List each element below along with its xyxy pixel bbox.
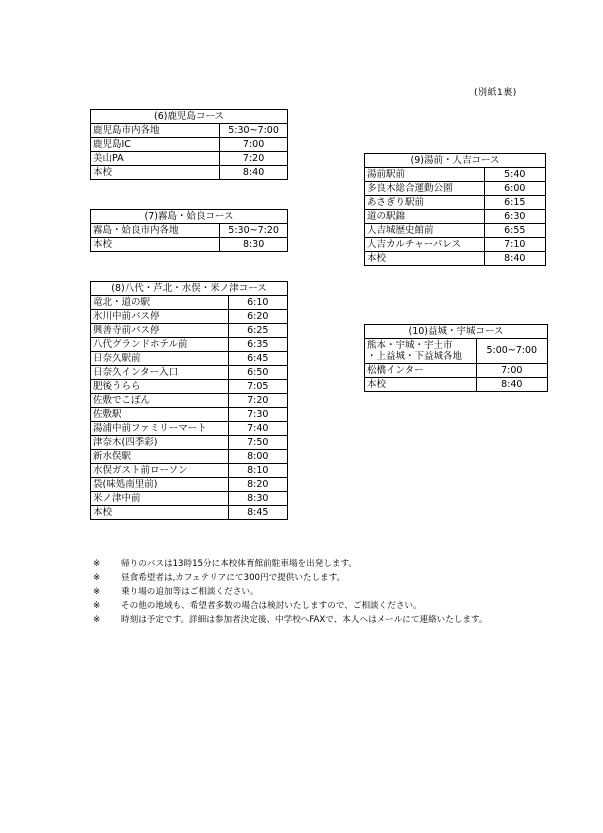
table-row [91, 492, 288, 506]
stop-time: 7:40 [228, 422, 287, 436]
note-text: 昼食希望者は,カフェテリアにて300円で提供いたします。 [121, 573, 346, 583]
stop-name-line1: 熊本・宇城・宇土市 [367, 340, 453, 351]
note-text: 乗り場の追加等はご相談ください。 [121, 587, 259, 597]
stop-name: 人吉城歴史館前 [365, 224, 485, 238]
table-row [365, 378, 548, 392]
stop-name: 竜北・道の駅 [91, 296, 229, 310]
stop-name: 松橋インター [365, 364, 477, 378]
stop-name: 本校 [365, 378, 477, 392]
table-row [91, 464, 288, 478]
stop-time: 6:35 [228, 338, 287, 352]
note-item [93, 557, 488, 571]
table-row [91, 394, 288, 408]
stop-time: 6:50 [228, 366, 287, 380]
table-row [91, 422, 288, 436]
note-item [93, 613, 488, 627]
stop-time: 7:20 [220, 152, 288, 166]
stop-time: 6:30 [484, 210, 545, 224]
table-row [91, 124, 288, 138]
note-text: 帰りのバスは13時15分に本校体育館前駐車場を出発します。 [121, 559, 358, 569]
table-row [91, 436, 288, 450]
table-row [91, 478, 288, 492]
stop-name: 湯浦中前ファミリーマート [91, 422, 229, 436]
table-row [91, 224, 288, 238]
course-title: (9)湯前・人吉コース [365, 154, 546, 168]
table-row [365, 339, 548, 364]
table-row [91, 408, 288, 422]
table-row [365, 168, 546, 182]
stop-time: 6:15 [484, 196, 545, 210]
note-text: 時刻は予定です。詳細は参加者決定後、中学校へFAXで、本人へはメールにて連絡いたします。 [121, 615, 488, 625]
table-row [365, 224, 546, 238]
table-row [365, 210, 546, 224]
stop-name: 多良木総合運動公園 [365, 182, 485, 196]
stop-time: 8:30 [228, 492, 287, 506]
stop-name: 日奈久駅前 [91, 352, 229, 366]
stop-name: 人吉カルチャーパレス [365, 238, 485, 252]
course-title: (6)鹿児島コース [91, 110, 288, 124]
course-table-kirishima [90, 209, 288, 252]
stop-name: 氷川中前バス停 [91, 310, 229, 324]
stop-name: 本校 [91, 238, 220, 252]
stop-time: 8:30 [220, 238, 288, 252]
stop-time: 8:00 [228, 450, 287, 464]
course-title: (8)八代・芦北・水俣・米ノ津コース [91, 282, 288, 296]
stop-time: 6:20 [228, 310, 287, 324]
note-mark: ※ [93, 573, 101, 583]
table-row [365, 364, 548, 378]
table-row [91, 296, 288, 310]
stop-name: 佐敷でこぽん [91, 394, 229, 408]
stop-time: 8:40 [220, 166, 288, 180]
stop-time: 7:00 [220, 138, 288, 152]
note-mark: ※ [93, 587, 101, 597]
course-table-yatsushiro [90, 281, 288, 520]
stop-name: 道の駅錦 [365, 210, 485, 224]
stop-name: 袋(味処南里前) [91, 478, 229, 492]
stop-name: 日奈久インター入口 [91, 366, 229, 380]
table-row [365, 182, 546, 196]
stop-time: 5:30~7:20 [220, 224, 288, 238]
stop-time: 5:00~7:00 [476, 339, 547, 364]
stop-time: 8:40 [476, 378, 547, 392]
stop-time: 6:55 [484, 224, 545, 238]
stop-name: 霧島・姶良市内各地 [91, 224, 220, 238]
stop-name: 本校 [91, 506, 229, 520]
notes [93, 557, 488, 627]
stop-name: 本校 [91, 166, 220, 180]
note-mark: ※ [93, 615, 101, 625]
stop-time: 6:00 [484, 182, 545, 196]
stop-name: 鹿児島市内各地 [91, 124, 220, 138]
table-row [365, 252, 546, 266]
stop-name: 佐敷駅 [91, 408, 229, 422]
stop-time: 8:10 [228, 464, 287, 478]
stop-time: 7:00 [476, 364, 547, 378]
stop-name: 美山PA [91, 152, 220, 166]
page-label: (別紙1裏) [474, 88, 517, 98]
stop-name: あさぎり駅前 [365, 196, 485, 210]
stop-name [365, 339, 477, 364]
stop-time: 7:10 [484, 238, 545, 252]
table-row [91, 450, 288, 464]
stop-name: 水俣ガスト前ローソン [91, 464, 229, 478]
stop-name-line2: ・上益城・下益城各地 [367, 351, 463, 362]
stop-name: 新水俣駅 [91, 450, 229, 464]
stop-name: 鹿児島IC [91, 138, 220, 152]
table-row [365, 238, 546, 252]
course-title: (10)益城・宇城コース [365, 325, 548, 339]
note-item [93, 599, 488, 613]
note-mark: ※ [93, 601, 101, 611]
stop-time: 8:20 [228, 478, 287, 492]
table-row [91, 238, 288, 252]
note-item [93, 585, 488, 599]
stop-time: 5:40 [484, 168, 545, 182]
table-row [91, 506, 288, 520]
table-row [91, 324, 288, 338]
stop-name: 興善寺前バス停 [91, 324, 229, 338]
stop-time: 8:45 [228, 506, 287, 520]
stop-name: 八代グランドホテル前 [91, 338, 229, 352]
table-row [91, 366, 288, 380]
course-title: (7)霧島・姶良コース [91, 210, 288, 224]
table-row [91, 352, 288, 366]
stop-name: 肥後うらら [91, 380, 229, 394]
note-item [93, 571, 488, 585]
table-row [91, 338, 288, 352]
course-table-kagoshima [90, 109, 288, 180]
stop-name: 本校 [365, 252, 485, 266]
course-table-mashiki [364, 324, 548, 392]
stop-time: 6:10 [228, 296, 287, 310]
table-row [365, 196, 546, 210]
table-row [91, 166, 288, 180]
stop-time: 7:20 [228, 394, 287, 408]
course-table-yunomae [364, 153, 546, 266]
table-row [91, 138, 288, 152]
table-row [91, 310, 288, 324]
stop-name: 米ノ津中前 [91, 492, 229, 506]
table-row [91, 152, 288, 166]
stop-time: 6:25 [228, 324, 287, 338]
stop-time: 6:45 [228, 352, 287, 366]
stop-time: 7:30 [228, 408, 287, 422]
stop-name: 津奈木(四季彩) [91, 436, 229, 450]
stop-time: 8:40 [484, 252, 545, 266]
table-row [91, 380, 288, 394]
stop-time: 7:50 [228, 436, 287, 450]
stop-time: 7:05 [228, 380, 287, 394]
note-text: その他の地域も、希望者多数の場合は検討いたしますので、ご相談ください。 [121, 601, 422, 611]
stop-name: 湯前駅前 [365, 168, 485, 182]
note-mark: ※ [93, 559, 101, 569]
stop-time: 5:30~7:00 [220, 124, 288, 138]
